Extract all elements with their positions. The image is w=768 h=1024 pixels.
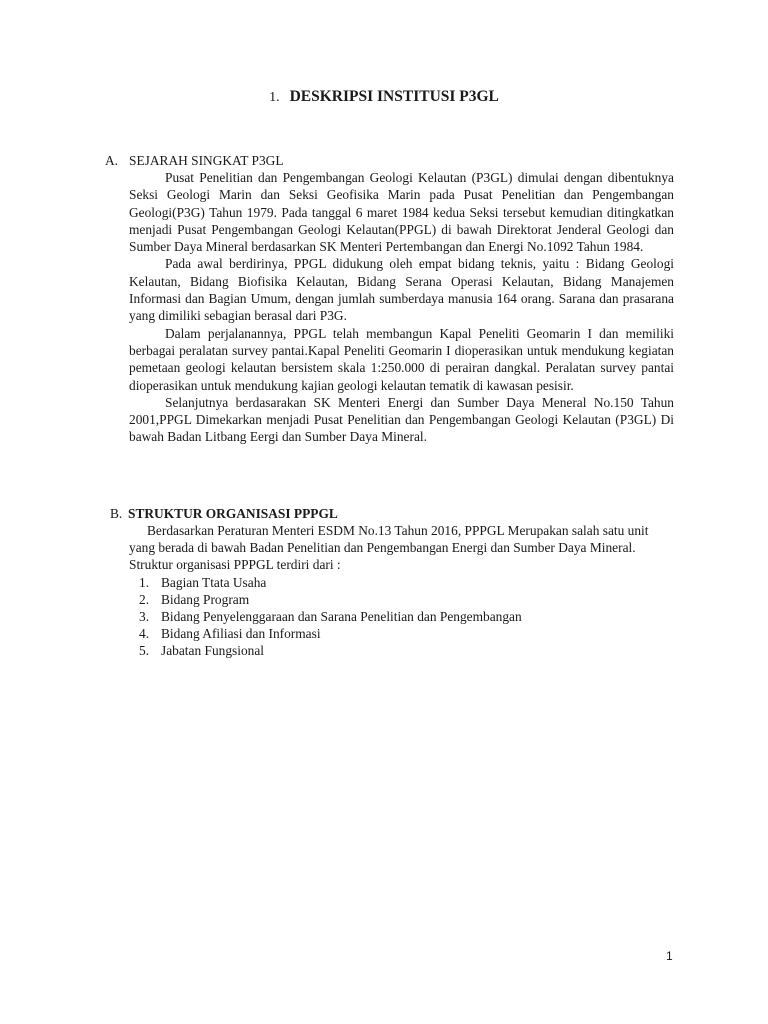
section-a-paragraph: Pusat Penelitian dan Pengembangan Geologi Kelautan (P3GL) dimulai dengan dibentuknya Seksi Geologi Marin dan Seksi Geofisika Marin pada Pusat Penelitian dan Pengembangan Geologi(P3G) Tahun 1979. Pada tanggal 6 maret 1984 kedua Seksi tersebut kemudian ditingkatkan menjadi Pusat Pengembangan Geologi Kelautan(PPGL) di bawah Direktorat Jenderal Geologi dan Sumber Daya Mineral berdasarkan SK Menteri Pertembangan dan Energi No.1092 Tahun 1984. [129, 170, 674, 255]
list-item [129, 642, 674, 659]
section-b-heading [110, 505, 338, 522]
list-text: Jabatan Fungsional [161, 643, 265, 659]
section-a-paragraph: Selanjutnya berdasarakan SK Menteri Energi dan Sumber Daya Meneral No.150 Tahun 2001,PPGL Dimekarkan menjadi Pusat Penelitian dan Pengembangan Geologi Kelautan (P3GL) Di bawah Badan Litbang Eergi dan Sumber Daya Mineral. [129, 394, 674, 445]
section-a-letter: A. [105, 153, 119, 168]
section-a-paragraph: Pada awal berdirinya, PPGL didukung oleh empat bidang teknis, yaitu : Bidang Geologi Kelautan, Bidang Biofisika Kelautan, Bidang Serana Operasi Kelautan, Bidang Manajemen Informasi dan Bagian Umum, dengan jumlah sumberdaya manusia 164 orang. Sarana dan prasarana yang dimiliki sebagian berasal dari P3G. [129, 256, 674, 324]
list-text: Bidang Program [161, 591, 250, 607]
list-text: Bidang Penyelenggaraan dan Sarana Penelitian dan Pengembangan [161, 609, 522, 625]
document-title [0, 88, 768, 106]
list-text: Bagian Ttata Usaha [161, 574, 267, 590]
section-b-title: STRUKTUR ORGANISASI PPPGL [128, 506, 338, 521]
section-b-intro: Berdasarkan Peraturan Menteri ESDM No.13 Tahun 2016, PPPGL Merupakan salah satu unit yang berada di bawah Badan Penelitian dan Pengembangan Energi dan Sumber Daya Mineral. Struktur organisasi PPPGL terdiri dari : [129, 523, 649, 573]
list-item [129, 608, 674, 625]
list-number: 3. [139, 609, 150, 625]
list-text: Bidang Afiliasi dan Informasi [161, 626, 321, 642]
list-number: 5. [139, 643, 150, 659]
list-number: 2. [139, 591, 150, 607]
section-b-letter: B. [110, 506, 123, 521]
title-number: 1. [269, 90, 280, 105]
section-a-heading [105, 152, 284, 169]
list-number: 4. [139, 626, 150, 642]
list-item [129, 625, 674, 642]
section-a-body [129, 169, 674, 446]
section-b-body [129, 522, 674, 660]
page-number: 1 [666, 949, 673, 963]
list-number: 1. [139, 574, 150, 590]
section-a-title: SEJARAH SINGKAT P3GL [129, 153, 284, 168]
title-text: DESKRIPSI INSTITUSI P3GL [289, 88, 499, 105]
organization-list [129, 574, 674, 660]
section-a-paragraph: Dalam perjalanannya, PPGL telah membangun Kapal Peneliti Geomarin I dan memiliki berbagai peralatan survey pantai.Kapal Peneliti Geomarin I dioperasikan untuk mendukung kegiatan pemetaan geologi kelautan bersistem skala 1:250.000 di perairan dangkal. Peralatan survey pantai dioperasikan untuk mendukung kajian geologi kelautan tematik di kawasan pesisir. [129, 325, 674, 393]
list-item [129, 574, 674, 591]
list-item [129, 591, 674, 608]
